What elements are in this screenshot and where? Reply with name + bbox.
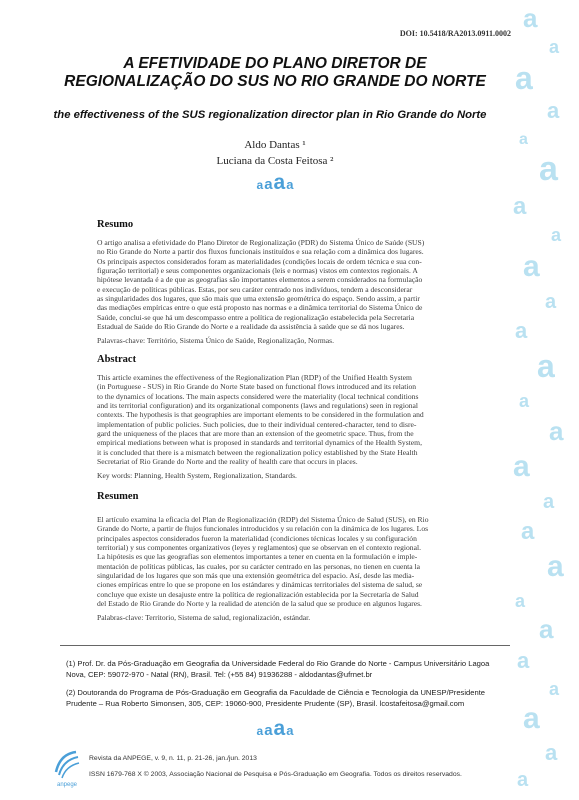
sidebar-a-glyph: a <box>517 648 530 673</box>
abstract-line: Secretariat of Rio Grande do Norte and the reality of health care that occurs in places. <box>97 457 358 467</box>
sidebar-a-glyph: a <box>549 37 560 57</box>
logo-letter: a <box>264 176 273 193</box>
resumo-line: no Rio Grande do Norte a partir dos fluxos funcionais instituídos e sua relação com a dinâmica dos lugares. <box>97 247 424 257</box>
sidebar-a-glyph: a <box>539 614 554 644</box>
journal-citation: Revista da ANPEGE, v. 9, n. 11, p. 21-26, jan./jun. 2013 <box>89 755 257 762</box>
sidebar-a-glyph: a <box>549 679 560 699</box>
footnote-divider <box>60 645 510 646</box>
article-title <box>40 55 510 91</box>
resumen-line: singularidad de los lugares que son más que una extensión geométrica del espacio. Así, desde las media- <box>97 571 415 581</box>
sidebar-a-glyph: a <box>523 250 540 283</box>
resumen-body <box>97 515 513 608</box>
sidebar-a-glyph: a <box>515 591 526 611</box>
sidebar-a-glyph: a <box>515 318 528 343</box>
keywords-label: Palabras-clave <box>97 613 142 622</box>
article-subtitle: the effectiveness of the SUS regionalization director plan in Rio Grande do Norte <box>53 109 487 121</box>
resumo-line: as singularidades dos lugares, que são mais que uma extensão geométrica do espaço. Sendo assim, a partir <box>97 294 420 304</box>
sidebar-a-glyph: a <box>519 391 530 411</box>
logo-letter: a <box>273 717 286 740</box>
resumo-line: figuração territorial) e seus componentes organizacionais (leis e normas) vistos em contextos regionais. A <box>97 266 418 276</box>
author-2: Luciana da Costa Feitosa ² <box>216 155 334 167</box>
resumen-keywords <box>97 613 513 622</box>
abstract-line: gard the uniqueness of the places that are more than an extension of the geometric space. Thus, from the <box>97 429 414 439</box>
sidebar-a-glyph: a <box>523 3 538 33</box>
resumo-line: Estadual de Saúde do Rio Grande do Norte e a realidade da assistência à saúde que se dá nos lugares. <box>97 322 405 332</box>
sidebar-a-glyph: a <box>539 150 558 188</box>
resumen-line: ciones empíricas entre lo que se propone en los estándares y dinámicas territoriales del sistema de salud, se <box>97 580 423 590</box>
resumen-line: La hipótesis es que las geografías son elementos importantes a tener en cuenta en la formulación e imple- <box>97 552 418 562</box>
sidebar-a-glyph: a <box>517 769 529 791</box>
footnote-2 <box>66 688 512 709</box>
logo-letter: a <box>264 722 273 739</box>
sidebar-a-glyph: a <box>519 131 528 148</box>
resumo-line: das mediações empíricas entre o que está proposto nas normas e a dinâmica territorial do Sistema Único de <box>97 303 423 313</box>
footnote-line: Prudente – Rua Roberto Simonsen, 305, CEP: 19060-900, Presidente Prudente (SP), Brasil. lcostafeitosa@gmail.com <box>66 698 465 708</box>
resumo-line: Saúde, conclui-se que há um descompasso entre a política de regionalização estabelecida pela Secretaria <box>97 312 415 322</box>
keywords-label: Palavras-chave <box>97 336 143 345</box>
footnote-line: (1) Prof. Dr. da Pós-Graduação em Geografia da Universidade Federal do Rio Grande do Norte - Campus Universitário Lagoa <box>66 659 490 668</box>
title-line-2: REGIONALIZAÇÃO DO SUS NO RIO GRANDE DO NORTE <box>64 73 486 90</box>
resumen-line: concluye que existe un desajuste entre la política de regionalización establecida por la Secretaría de Salud <box>97 589 419 599</box>
abstract-line: and its territorial configuration) and its organizational components (laws and regulations) seen in regional <box>97 401 419 411</box>
resumo-body <box>97 238 513 331</box>
sidebar-a-glyph: a <box>521 518 535 545</box>
sidebar-a-glyph: a <box>537 348 555 384</box>
resumen-line: territorial) y sus componentes organizativos (leyes y reglamentos) que se observan en el contexto regional. <box>97 543 421 553</box>
resumo-line: e execução de políticas públicas. Estas, por seu caráter centrado nos indivíduos, tendem a desconsiderar <box>97 284 413 294</box>
resumo-line: hipótese levantada é a de que as geografias são importantes elementos a serem considerados na formulação <box>97 275 423 285</box>
footnote-line: Nova, CEP: 59072-970 - Natal (RN), Brasil. Tel: (+55 84) 91936288 - aldodantas@ufrnet.br <box>66 669 373 679</box>
doi-text: DOI: 10.5418/RA2013.0911.0002 <box>399 29 511 38</box>
sidebar-a-glyph: a <box>547 550 564 583</box>
abstract-line: contexts. The hypothesis is that geographies are important elements to be considered in the formulation and <box>97 410 424 420</box>
abstract-line: This article examines the effectiveness of the Regionalization Plan (RDP) of the Unified Health System <box>97 373 412 382</box>
logo-letter: a <box>286 723 294 738</box>
resumen-line: Grande do Norte, a partir de flujos funcionales introducidos y su relación con la dinámica de los lugares. Los <box>97 524 429 534</box>
title-line-1: A EFETIVIDADE DO PLANO DIRETOR DE <box>123 55 427 72</box>
copyright-line: ISSN 1679-768 X © 2003, Associação Nacional de Pesquisa e Pós-Graduação em Geografia. Todos os direitos reservados. <box>89 771 462 778</box>
abstract-line: it is concluded that there is a mismatch between the regionalization policy established by the State Health <box>97 447 418 457</box>
author-1: Aldo Dantas ¹ <box>244 139 306 151</box>
keywords-text: : Planning, Health System, Regionalization, Standards. <box>130 471 297 480</box>
sidebar-a-glyph: a <box>545 740 558 765</box>
logo-letter: a <box>256 724 264 738</box>
doi-line <box>330 29 511 38</box>
footnote-1 <box>66 659 512 680</box>
abstract-line: (in Portuguese - SUS) in Rio Grande do Norte State based on functional flows introduced and its relation <box>97 382 417 392</box>
footnote-line: (2) Doutoranda do Programa de Pós-Graduação em Geografia da Faculdade de Ciência e Tecnologia da UNESP/Presidente <box>66 688 486 697</box>
keywords-text: : Territorio, Sistema de salud, regionalización, estándar. <box>141 613 311 622</box>
resumo-keywords <box>97 336 513 345</box>
resumen-line: principales aspectos considerados fueron la materialidad (condiciones técnicas locales y su configuración <box>97 533 417 543</box>
resumo-heading: Resumo <box>97 219 134 230</box>
resumo-line: Os principais aspectos considerados foram as materialidades (condições locais de ordem técnica e sua con- <box>97 256 422 266</box>
abstract-heading: Abstract <box>97 354 137 365</box>
logo-letter: a <box>273 171 286 194</box>
logo-letter: a <box>286 177 294 192</box>
resumen-line: mentación de políticas públicas, las cuales, por su carácter centrado en las personas, no tienen en cuenta la <box>97 561 421 571</box>
journal-logo <box>40 172 510 193</box>
sidebar-a-glyph: a <box>547 98 560 123</box>
resumen-line: El artículo examina la eficacia del Plan de Regionalización (RDP) del Sistema Único de Salud (SUS), en Rio <box>97 515 429 524</box>
keywords-label: Key words <box>97 471 131 480</box>
sidebar-a-glyph: a <box>513 450 530 483</box>
resumen-heading: Resumen <box>97 491 139 502</box>
sidebar-a-glyph: a <box>543 491 555 513</box>
abstract-keywords <box>97 471 513 480</box>
resumo-line: O artigo analisa a efetividade do Plano Diretor de Regionalização (PDR) do Sistema Único de Saúde (SUS) <box>97 238 425 247</box>
logo-letter: a <box>256 178 264 192</box>
sidebar-a-glyph: a <box>523 702 540 735</box>
keywords-text: : Território, Sistema Único de Saúde, Regionalização, Normas. <box>142 336 334 345</box>
sidebar-a-glyph: a <box>549 416 564 446</box>
sidebar-a-glyph: a <box>545 291 557 313</box>
sidebar-a-glyph: a <box>551 225 562 245</box>
abstract-line: to the dynamics of locations. The main aspects considered were the materiality (local technical conditions <box>97 391 419 401</box>
sidebar-a-glyph: a <box>513 193 527 220</box>
sidebar-a-glyph: a <box>515 60 533 96</box>
anpege-logo-icon <box>52 748 82 788</box>
abstract-body <box>97 373 513 466</box>
journal-logo-bottom <box>40 718 510 739</box>
abstract-line: implementation of public policies. Such policies, due to their individual centered-character, tend to disre- <box>97 419 417 429</box>
abstract-line: empirical mediations between what is proposed in standards and territorial dynamics of the Health System, <box>97 438 422 448</box>
resumen-line: del Estado de Rio Grande do Norte y la realidad de atención de la salud que se produce en algunos lugares. <box>97 599 422 609</box>
logo-label: anpege <box>56 782 78 788</box>
